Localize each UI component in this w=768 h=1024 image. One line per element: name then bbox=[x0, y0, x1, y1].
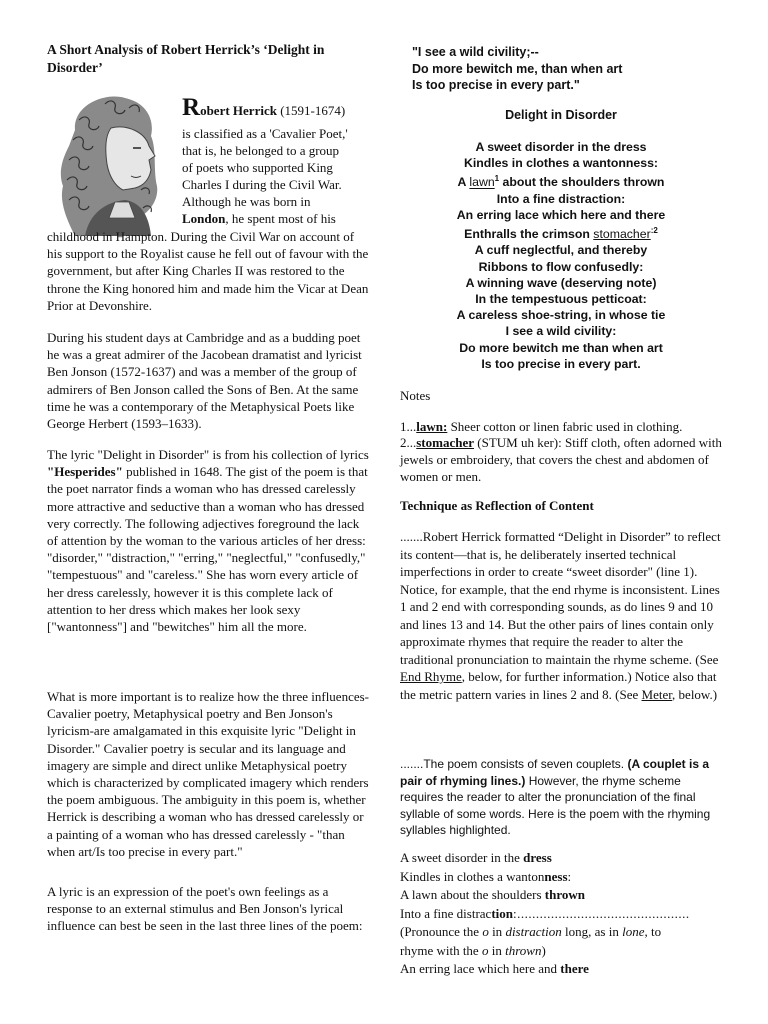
footnote-link-lawn[interactable]: lawn bbox=[469, 175, 495, 190]
highlighted-line: An erring lace which here and there bbox=[400, 961, 589, 976]
poem-line: A lawn$^1$ about the shoulders thrown bbox=[457, 174, 665, 190]
intro-line: is classified as a 'Cavalier Poet,' bbox=[182, 126, 348, 141]
technique-paragraph-1: .......Robert Herrick formatted “Delight in Disorder” to reflect its content—that is, he deliberately inserted technical imperfections in order to create “sweet disorder" (line 1). Notice, for example, that the end rhyme is inconsistent. Lines 1 and 2 end with corresponding sounds, as do lines 9 and 10 and lines 13 and 14. But the other pairs of lines contain only approximate rhymes that require the reader to alter the traditional pronunciation to maintain the rhyme scheme. (See End Rhyme, below, for further information.) Notice also that the metric pattern varies in lines 2 and 8. (See Meter, below.) bbox=[400, 529, 721, 702]
intro-line: that is, he belonged to a group bbox=[182, 143, 340, 158]
intro-line: Although he was born in bbox=[182, 194, 311, 209]
robert-herrick-portrait bbox=[45, 90, 179, 236]
highlighted-line: A lawn about the shoulders thrown bbox=[400, 887, 586, 902]
poem-line: A cuff neglectful, and thereby bbox=[474, 243, 648, 258]
paragraph-lyric: The lyric "Delight in Disorder" is from his collection of lyrics "Hesperides" published in 1648. The gist of the poem is that the poet narrator finds a woman who has dressed carelessly more attractive and seductive than a woman who has dressed very correctly. The following adjectives foreground the lack of attention by the woman to the various articles of her dress: "disorder," "distraction," "erring," "neglectful," "confusedly," "tempestuous" and "careless." She has worn every article of her dress carelessly, however it is this complete lack of attention to her dress which makes her look sexy ["wantonness"] and "bewitches" him all the more. bbox=[47, 447, 369, 635]
drop-cap: R bbox=[182, 94, 201, 121]
paragraph-influences: What is more important is to realize how the three influences-Cavalier poetry, Metaphysical poetry and Ben Jonson's lyricism-are amalgamated in this exquisite lyric "Delight in Disorder." Cavalier poetry is secular and its language and imagery are simple and direct unlike Metaphysical poetry which is characterized by complicated imagery which renders the poem ambiguous. The ambiguity in this poem is, whether Herrick is describing a woman who has dressed carelessly or a painting of a woman who has dressed carelessly - "than when art/Is too precise in every part." bbox=[47, 689, 369, 859]
end-rhyme-link[interactable]: End Rhyme bbox=[400, 669, 462, 684]
intro-line: Charles I during the Civil War. bbox=[182, 177, 342, 192]
poem-quote bbox=[412, 44, 712, 94]
poem-line: Into a fine distraction: bbox=[496, 191, 626, 206]
technique-paragraph-2: .......The poem consists of seven couplets. (A couplet is a pair of rhyming lines.) However, the rhyme scheme requires the reader to alter the pronunciation of the final syllable of some words. Here is the poem with the rhyming syllables highlighted. bbox=[400, 757, 711, 837]
paragraph-lyric-expression: A lyric is an expression of the poet's own feelings as a response to an external stimulus and Ben Jonson's lyrical influence can best be seen in the last three lines of the poem: bbox=[47, 884, 363, 934]
poem-line: A sweet disorder in the dress bbox=[475, 140, 647, 154]
quote-line: Is too precise in every part." bbox=[412, 78, 580, 92]
paragraph-student-days: During his student days at Cambridge and as a budding poet he was a great admirer of the Jacobean dramatist and lyricist Ben Jonson (1572-1637) and was a member of the group of admirers of Ben Jonson called the Sons of Ben. At the same time he was a contemporary of the Metaphysical Poets like George Herbert (1593–1633). bbox=[47, 330, 362, 432]
highlighted-line: A sweet disorder in the dress bbox=[400, 850, 552, 865]
highlighted-poem bbox=[400, 849, 722, 979]
poem-line: Ribbons to flow confusedly: bbox=[478, 259, 644, 274]
intro-continued: childhood in Hampton. During the Civil War on account of his support to the Royalist cause he fell out of favour with the government, but after King Charles II was restored to the throne the King honored him and made him the Vicar at Dean Prior at Devonshire. bbox=[47, 229, 369, 313]
author-name: obert Herrick bbox=[200, 103, 277, 118]
poem-line: A careless shoe-string, in whose tie bbox=[456, 308, 666, 323]
highlighted-line: rhyme with the o in thrown) bbox=[400, 942, 546, 958]
poem-line: Enthralls the crimson stomacher$^{:2}$ bbox=[464, 226, 658, 242]
poem-line: Do more bewitch me than when art bbox=[459, 340, 663, 355]
intro-line: London, he spent most of his bbox=[182, 211, 336, 226]
notes-heading: Notes bbox=[400, 388, 431, 403]
highlighted-line: Kindles in clothes a wantonness: bbox=[400, 868, 572, 884]
poem-line: A winning wave (deserving note) bbox=[465, 275, 657, 290]
poem-line: I see a wild civility: bbox=[505, 324, 617, 339]
note-1: 1...lawn: Sheer cotton or linen fabric used in clothing. bbox=[400, 419, 683, 434]
intro-first-line: Robert Herrick (1591-1674) bbox=[182, 94, 346, 121]
poem-line: In the tempestuous petticoat: bbox=[475, 292, 647, 307]
footnote-link-stomacher[interactable]: stomacher bbox=[593, 227, 651, 242]
poem-line: Kindles in clothes a wantonness: bbox=[463, 156, 659, 171]
quote-line: Do more bewitch me, than when art bbox=[412, 61, 623, 76]
highlighted-line: (Pronounce the o in distraction long, as in lone, to bbox=[400, 924, 662, 939]
meter-link[interactable]: Meter bbox=[641, 686, 673, 702]
technique-heading: Technique as Reflection of Content bbox=[400, 498, 594, 513]
quote-line: "I see a wild civility;-- bbox=[412, 45, 539, 59]
poem-line: Is too precise in every part. bbox=[481, 356, 641, 371]
note-2: 2...stomacher (STUM uh ker): Stiff cloth, often adorned with jewels or embroidery, that covers the chest and abdomen of women or men. bbox=[400, 435, 722, 484]
intro-line: of poets who supported King bbox=[182, 160, 333, 175]
poem-title: Delight in Disorder bbox=[505, 108, 617, 122]
highlighted-line: Into a fine distraction:.............................................. bbox=[400, 905, 690, 921]
poem-line: An erring lace which here and there bbox=[456, 207, 666, 222]
poem-text bbox=[400, 139, 722, 372]
article-title: A Short Analysis of Robert Herrick’s ‘Delight in Disorder’ bbox=[47, 42, 325, 75]
